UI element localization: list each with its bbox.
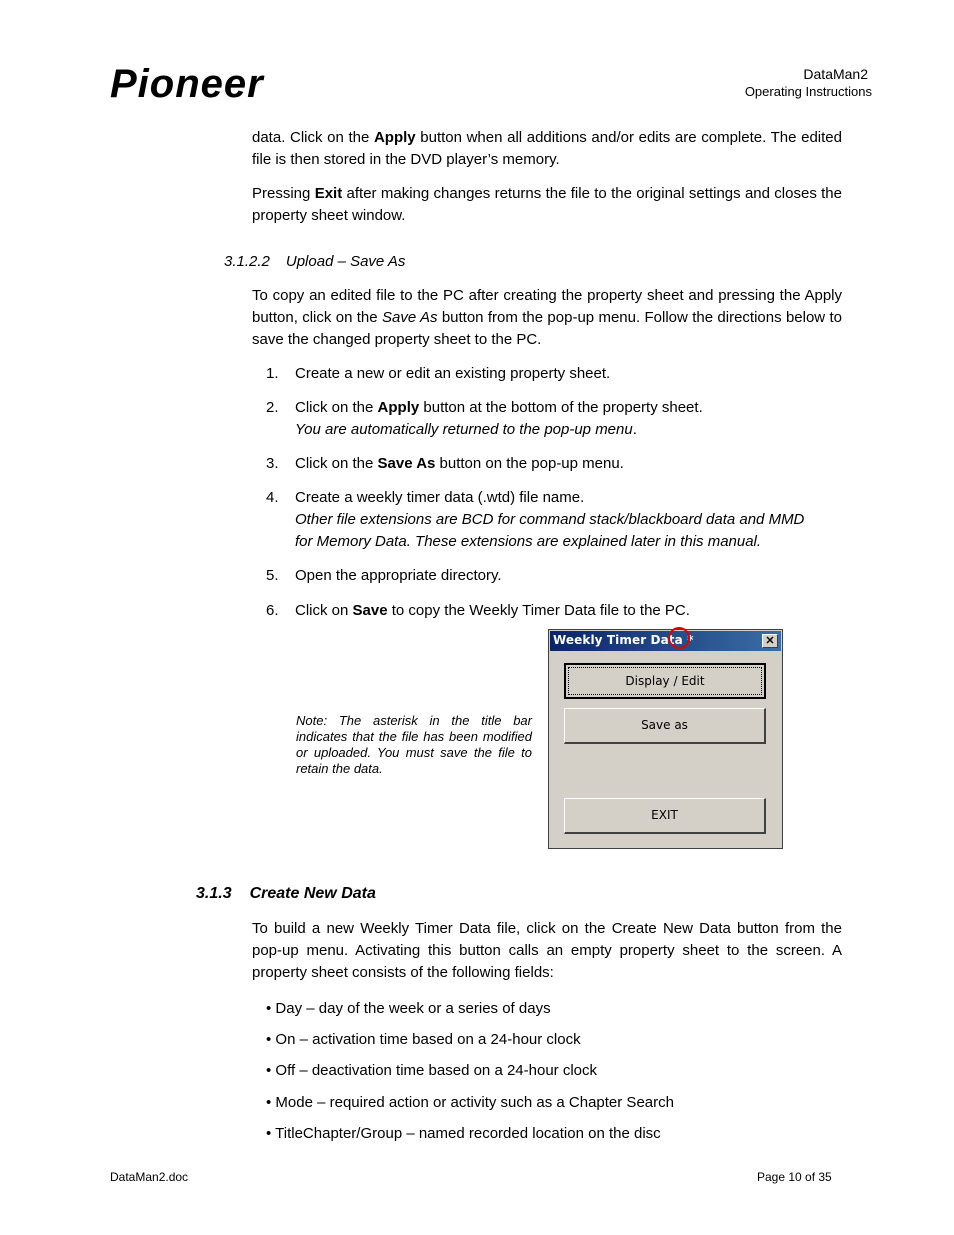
section-heading-upload-save-as: 3.1.2.2 Upload – Save As <box>224 253 406 270</box>
close-icon[interactable]: ✕ <box>762 634 778 648</box>
list-item-title-chapter: • TitleChapter/Group – named recorded location on the disc <box>266 1125 661 1142</box>
note-asterisk: Note: The asterisk in the title bar indicates that the file has been modified or uploaded. You must save the file to retain the data. <box>296 713 532 776</box>
svg-text:Pioneer: Pioneer <box>110 64 264 102</box>
asterisk-highlight-circle <box>668 627 690 649</box>
save-as-button[interactable]: Save as <box>564 708 766 744</box>
display-edit-button[interactable]: Display / Edit <box>564 663 766 699</box>
dialog-title: Weekly Timer Data * <box>553 633 694 647</box>
pioneer-logo <box>110 64 354 102</box>
list-item-mode: • Mode – required action or activity such as a Chapter Search <box>266 1094 674 1111</box>
weekly-timer-data-dialog <box>548 629 783 849</box>
paragraph-save-as: To copy an edited file to the PC after creating the property sheet and pressing the Apply button, click on the Save As button from the pop-up menu. Follow the directions below to save the changed property sheet to the PC. <box>252 287 842 348</box>
footer-filename: DataMan2.doc <box>110 1170 189 1184</box>
list-item-day: • Day – day of the week or a series of days <box>266 1000 551 1017</box>
doc-subtitle: Operating Instructions <box>744 84 872 99</box>
list-item-on: • On – activation time based on a 24-hour clock <box>266 1031 581 1048</box>
section-heading-create-new-data: 3.1.3 Create New Data <box>196 885 376 902</box>
paragraph-exit: Pressing Exit after making changes returns the file to the original settings and closes the property sheet window. <box>252 185 842 224</box>
paragraph-create-new-data: To build a new Weekly Timer Data file, click on the Create New Data button from the pop-up menu. Activating this button calls an empty property sheet to the screen. A property sheet consists of the following fields: <box>252 920 842 981</box>
exit-button[interactable]: EXIT <box>564 798 766 834</box>
dialog-title-bar <box>550 631 781 651</box>
footer-page-number: Page 10 of 35 <box>757 1170 832 1184</box>
paragraph-apply: data. Click on the Apply button when all additions and/or edits are complete. The edited file is then stored in the DVD player’s memory. <box>252 129 842 168</box>
list-item-off: • Off – deactivation time based on a 24-hour clock <box>266 1062 597 1079</box>
doc-title: DataMan2 <box>803 66 868 82</box>
